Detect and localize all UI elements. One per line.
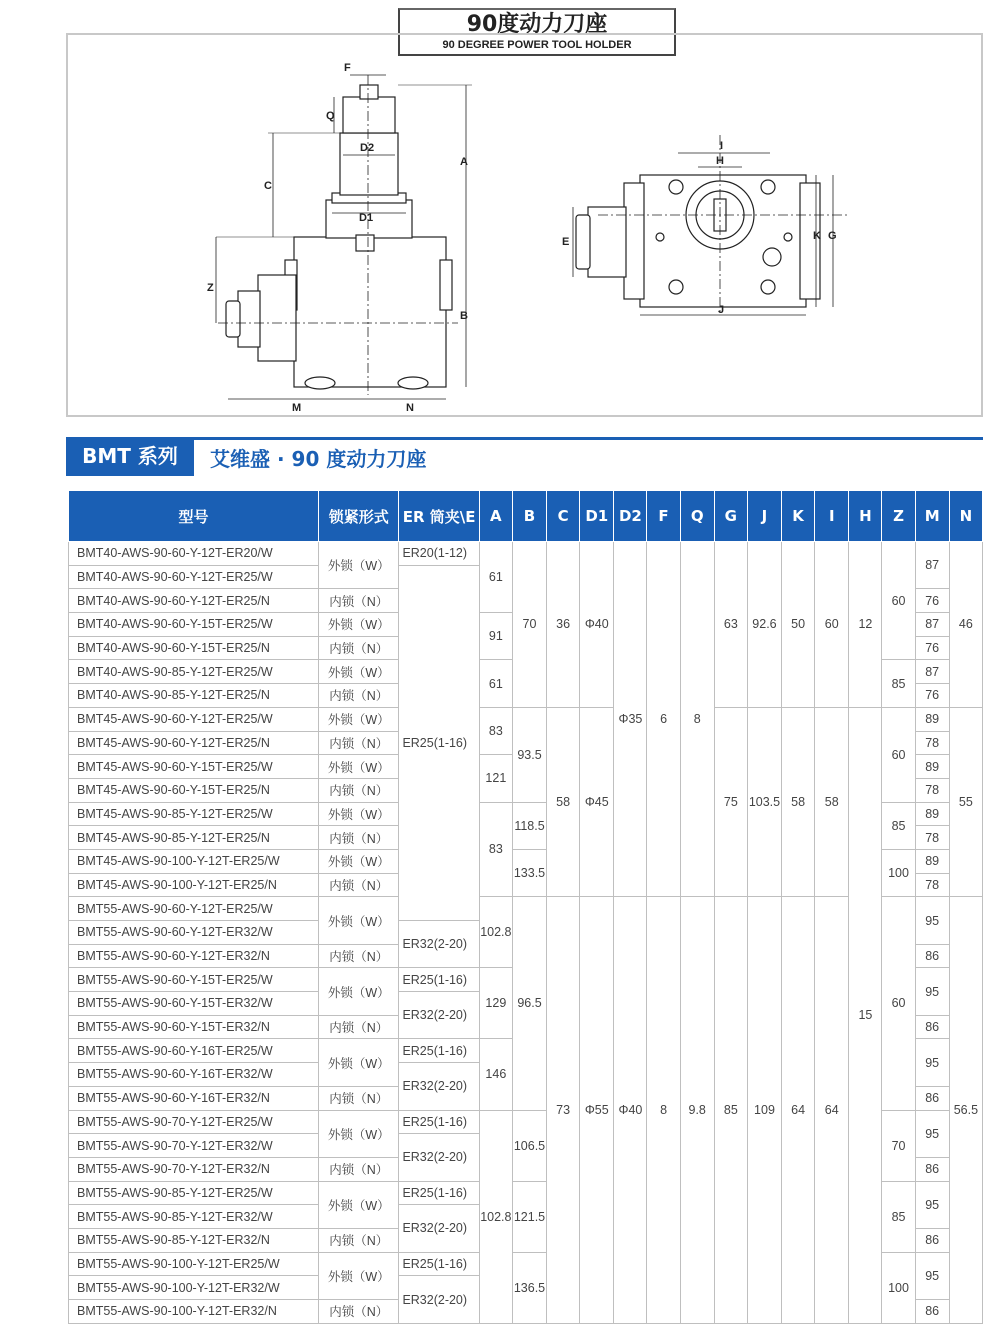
m-cell: 76 <box>915 589 949 613</box>
m-cell: 86 <box>915 1015 949 1039</box>
er-cell: ER25(1-16) <box>399 1039 479 1063</box>
b-cell: 118.5 <box>512 802 546 849</box>
m-cell: 78 <box>915 826 949 850</box>
er-cell: ER20(1-12) <box>399 542 479 566</box>
z-cell: 60 <box>882 707 915 802</box>
dim-label-j: J <box>718 304 725 316</box>
b-cell: 96.5 <box>512 897 546 1110</box>
page-title: 90度动力刀座 <box>466 12 608 37</box>
m-cell: 95 <box>915 1181 949 1228</box>
m-cell: 87 <box>915 660 949 684</box>
er-cell: ER32(2-20) <box>399 992 479 1039</box>
m-cell: 86 <box>915 1228 949 1252</box>
lock-cell: 外锁（W） <box>319 660 399 684</box>
dim-label-d2: D2 <box>360 142 375 154</box>
a-cell: 102.8 <box>479 1110 512 1323</box>
dim-label-n: N <box>406 402 414 414</box>
model-cell: BMT55-AWS-90-85-Y-12T-ER32/N <box>69 1228 319 1252</box>
lock-cell: 外锁（W） <box>319 755 399 779</box>
c-cell: 36 <box>547 542 580 708</box>
n-cell: 46 <box>949 542 982 708</box>
lock-cell: 内锁（N） <box>319 1157 399 1181</box>
er-cell: ER25(1-16) <box>399 968 479 992</box>
side-body <box>294 237 446 387</box>
j-cell: 103.5 <box>747 707 781 897</box>
d2-cell: Φ35 <box>614 542 647 897</box>
dim-label-g: G <box>828 230 837 242</box>
table-row <box>69 707 983 731</box>
a-cell: 91 <box>479 613 512 660</box>
dim-label-q: Q <box>326 110 335 122</box>
er-cell: ER25(1-16) <box>399 1181 479 1205</box>
model-cell: BMT55-AWS-90-60-Y-12T-ER32/W <box>69 921 319 945</box>
i-cell: 64 <box>815 897 849 1323</box>
m-cell: 87 <box>915 613 949 637</box>
m-cell: 89 <box>915 707 949 731</box>
k-cell: 50 <box>782 542 815 708</box>
model-cell: BMT45-AWS-90-85-Y-12T-ER25/W <box>69 802 319 826</box>
table-header-row <box>69 491 983 542</box>
b-cell: 121.5 <box>512 1181 546 1252</box>
lock-cell: 内锁（N） <box>319 1015 399 1039</box>
er-cell: ER32(2-20) <box>399 921 479 968</box>
d1-cell: Φ45 <box>580 707 614 897</box>
model-cell: BMT40-AWS-90-60-Y-15T-ER25/N <box>69 636 319 660</box>
col-header-k: K <box>782 491 815 542</box>
lock-cell: 外锁（W） <box>319 897 399 944</box>
d2-cell: Φ40 <box>614 897 647 1323</box>
a-cell: 121 <box>479 755 512 802</box>
q-cell: 9.8 <box>680 897 714 1323</box>
lock-cell: 外锁（W） <box>319 613 399 637</box>
model-cell: BMT55-AWS-90-70-Y-12T-ER32/W <box>69 1134 319 1158</box>
drawing-svg <box>68 35 981 415</box>
model-cell: BMT55-AWS-90-60-Y-16T-ER25/W <box>69 1039 319 1063</box>
col-header-z: Z <box>882 491 915 542</box>
model-cell: BMT55-AWS-90-60-Y-15T-ER32/N <box>69 1015 319 1039</box>
m-cell: 89 <box>915 849 949 873</box>
k-cell: 64 <box>782 897 815 1323</box>
col-header-model: 型号 <box>69 491 319 542</box>
a-cell: 61 <box>479 542 512 613</box>
lock-cell: 外锁（W） <box>319 968 399 1015</box>
i-cell: 58 <box>815 707 849 897</box>
col-header-c: C <box>547 491 580 542</box>
model-cell: BMT45-AWS-90-85-Y-12T-ER25/N <box>69 826 319 850</box>
m-cell: 87 <box>915 542 949 589</box>
model-cell: BMT55-AWS-90-100-Y-12T-ER32/N <box>69 1300 319 1324</box>
lock-cell: 内锁（N） <box>319 684 399 708</box>
col-header-d2: D2 <box>614 491 647 542</box>
lock-cell: 内锁（N） <box>319 873 399 897</box>
dim-label-b: B <box>460 310 468 322</box>
dim-label-z: Z <box>207 282 214 294</box>
series-divider <box>66 437 983 440</box>
col-header-n: N <box>949 491 982 542</box>
lock-cell: 外锁（W） <box>319 1181 399 1228</box>
z-cell: 85 <box>882 1181 915 1252</box>
series-title: 艾维盛 · 90 度动力刀座 <box>210 447 427 471</box>
lock-cell: 外锁（W） <box>319 802 399 826</box>
lock-cell: 内锁（N） <box>319 778 399 802</box>
z-cell: 100 <box>882 849 915 896</box>
lock-cell: 外锁（W） <box>319 707 399 731</box>
model-cell: BMT55-AWS-90-100-Y-12T-ER32/W <box>69 1276 319 1300</box>
i-cell: 60 <box>815 542 849 708</box>
m-cell: 95 <box>915 897 949 944</box>
technical-drawing <box>66 33 983 417</box>
model-cell: BMT55-AWS-90-60-Y-12T-ER25/W <box>69 897 319 921</box>
model-cell: BMT55-AWS-90-60-Y-16T-ER32/N <box>69 1086 319 1110</box>
b-cell: 93.5 <box>512 707 546 802</box>
f-cell: 8 <box>647 897 680 1323</box>
m-cell: 86 <box>915 1300 949 1324</box>
b-cell: 70 <box>512 542 546 708</box>
model-cell: BMT40-AWS-90-85-Y-12T-ER25/N <box>69 684 319 708</box>
b-cell: 136.5 <box>512 1252 546 1323</box>
model-cell: BMT55-AWS-90-60-Y-16T-ER32/W <box>69 1063 319 1087</box>
spec-table <box>68 490 983 1324</box>
lock-cell: 外锁（W） <box>319 1039 399 1086</box>
a-cell: 129 <box>479 968 512 1039</box>
lock-cell: 外锁（W） <box>319 1110 399 1157</box>
lock-cell: 内锁（N） <box>319 1228 399 1252</box>
lock-cell: 内锁（N） <box>319 731 399 755</box>
lock-cell: 内锁（N） <box>319 589 399 613</box>
model-cell: BMT45-AWS-90-60-Y-15T-ER25/W <box>69 755 319 779</box>
m-cell: 95 <box>915 1110 949 1157</box>
g-cell: 85 <box>714 897 747 1323</box>
col-header-d1: D1 <box>580 491 614 542</box>
col-header-i: I <box>815 491 849 542</box>
dim-label-k: K <box>813 230 821 242</box>
dim-label-f: F <box>344 62 351 74</box>
n-cell: 55 <box>949 707 982 897</box>
z-cell: 85 <box>882 802 915 849</box>
dim-label-c: C <box>264 180 272 192</box>
m-cell: 78 <box>915 873 949 897</box>
z-cell: 70 <box>882 1110 915 1181</box>
k-cell: 58 <box>782 707 815 897</box>
col-header-a: A <box>479 491 512 542</box>
dim-label-e: E <box>562 236 570 248</box>
page-subtitle: 90 DEGREE POWER TOOL HOLDER <box>442 39 632 51</box>
model-cell: BMT40-AWS-90-60-Y-12T-ER20/W <box>69 542 319 566</box>
model-cell: BMT55-AWS-90-60-Y-15T-ER32/W <box>69 992 319 1016</box>
m-cell: 86 <box>915 944 949 968</box>
lock-cell: 外锁（W） <box>319 1252 399 1299</box>
m-cell: 89 <box>915 755 949 779</box>
col-header-lock: 锁紧形式 <box>319 491 399 542</box>
z-cell: 60 <box>882 897 915 1110</box>
series-label: BMT 系列 <box>66 437 194 476</box>
model-cell: BMT45-AWS-90-60-Y-12T-ER25/N <box>69 731 319 755</box>
dim-label-m: M <box>292 402 302 414</box>
m-cell: 95 <box>915 968 949 1015</box>
col-header-er: ER 筒夹\E <box>399 491 479 542</box>
lock-cell: 内锁（N） <box>319 1300 399 1324</box>
b-cell: 106.5 <box>512 1110 546 1181</box>
col-header-j: J <box>747 491 781 542</box>
er-cell: ER32(2-20) <box>399 1205 479 1252</box>
model-cell: BMT55-AWS-90-85-Y-12T-ER25/W <box>69 1181 319 1205</box>
er-cell: ER32(2-20) <box>399 1063 479 1110</box>
j-cell: 109 <box>747 897 781 1323</box>
lock-cell: 内锁（N） <box>319 1086 399 1110</box>
model-cell: BMT55-AWS-90-70-Y-12T-ER32/N <box>69 1157 319 1181</box>
dim-label-a: A <box>460 156 468 168</box>
model-cell: BMT40-AWS-90-60-Y-12T-ER25/W <box>69 565 319 589</box>
dim-label-h: H <box>716 155 724 167</box>
table-row <box>69 542 983 566</box>
m-cell: 86 <box>915 1157 949 1181</box>
col-header-h: H <box>849 491 882 542</box>
lock-cell: 内锁（N） <box>319 944 399 968</box>
model-cell: BMT55-AWS-90-70-Y-12T-ER25/W <box>69 1110 319 1134</box>
er-cell: ER32(2-20) <box>399 1134 479 1181</box>
m-cell: 78 <box>915 778 949 802</box>
m-cell: 76 <box>915 636 949 660</box>
m-cell: 89 <box>915 802 949 826</box>
m-cell: 95 <box>915 1252 949 1299</box>
col-header-m: M <box>915 491 949 542</box>
m-cell: 95 <box>915 1039 949 1086</box>
a-cell: 83 <box>479 802 512 897</box>
lock-cell: 内锁（N） <box>319 636 399 660</box>
model-cell: BMT40-AWS-90-60-Y-15T-ER25/W <box>69 613 319 637</box>
z-cell: 100 <box>882 1252 915 1323</box>
model-cell: BMT40-AWS-90-85-Y-12T-ER25/W <box>69 660 319 684</box>
model-cell: BMT45-AWS-90-60-Y-12T-ER25/W <box>69 707 319 731</box>
model-cell: BMT45-AWS-90-100-Y-12T-ER25/N <box>69 873 319 897</box>
a-cell: 102.8 <box>479 897 512 968</box>
dim-label-i: I <box>720 140 724 152</box>
c-cell: 73 <box>547 897 580 1323</box>
model-cell: BMT45-AWS-90-100-Y-12T-ER25/W <box>69 849 319 873</box>
a-cell: 61 <box>479 660 512 707</box>
m-cell: 78 <box>915 731 949 755</box>
lock-cell: 内锁（N） <box>319 826 399 850</box>
col-header-q: Q <box>680 491 714 542</box>
d1-cell: Φ55 <box>580 897 614 1323</box>
m-cell: 86 <box>915 1086 949 1110</box>
q-cell: 8 <box>680 542 714 897</box>
g-cell: 75 <box>714 707 747 897</box>
lock-cell: 外锁（W） <box>319 542 399 589</box>
z-cell: 85 <box>882 660 915 707</box>
table-row <box>69 897 983 921</box>
d1-cell: Φ40 <box>580 542 614 708</box>
er-cell: ER25(1-16) <box>399 1110 479 1134</box>
model-cell: BMT55-AWS-90-85-Y-12T-ER32/W <box>69 1205 319 1229</box>
g-cell: 63 <box>714 542 747 708</box>
model-cell: BMT55-AWS-90-60-Y-15T-ER25/W <box>69 968 319 992</box>
m-cell: 76 <box>915 684 949 708</box>
n-cell: 56.5 <box>949 897 982 1323</box>
c-cell: 58 <box>547 707 580 897</box>
j-cell: 92.6 <box>747 542 781 708</box>
a-cell: 83 <box>479 707 512 754</box>
h-cell: 12 <box>849 542 882 708</box>
f-cell: 6 <box>647 542 680 897</box>
col-header-g: G <box>714 491 747 542</box>
er-cell: ER25(1-16) <box>399 1252 479 1276</box>
model-cell: BMT55-AWS-90-100-Y-12T-ER25/W <box>69 1252 319 1276</box>
col-header-b: B <box>512 491 546 542</box>
er-cell: ER32(2-20) <box>399 1276 479 1323</box>
a-cell: 146 <box>479 1039 512 1110</box>
lock-cell: 外锁（W） <box>319 849 399 873</box>
model-cell: BMT55-AWS-90-60-Y-12T-ER32/N <box>69 944 319 968</box>
model-cell: BMT40-AWS-90-60-Y-12T-ER25/N <box>69 589 319 613</box>
b-cell: 133.5 <box>512 849 546 896</box>
model-cell: BMT45-AWS-90-60-Y-15T-ER25/N <box>69 778 319 802</box>
h-cell: 15 <box>849 707 882 1323</box>
col-header-f: F <box>647 491 680 542</box>
z-cell: 60 <box>882 542 915 660</box>
er-cell: ER25(1-16) <box>399 565 479 920</box>
dim-label-d1: D1 <box>359 212 374 224</box>
